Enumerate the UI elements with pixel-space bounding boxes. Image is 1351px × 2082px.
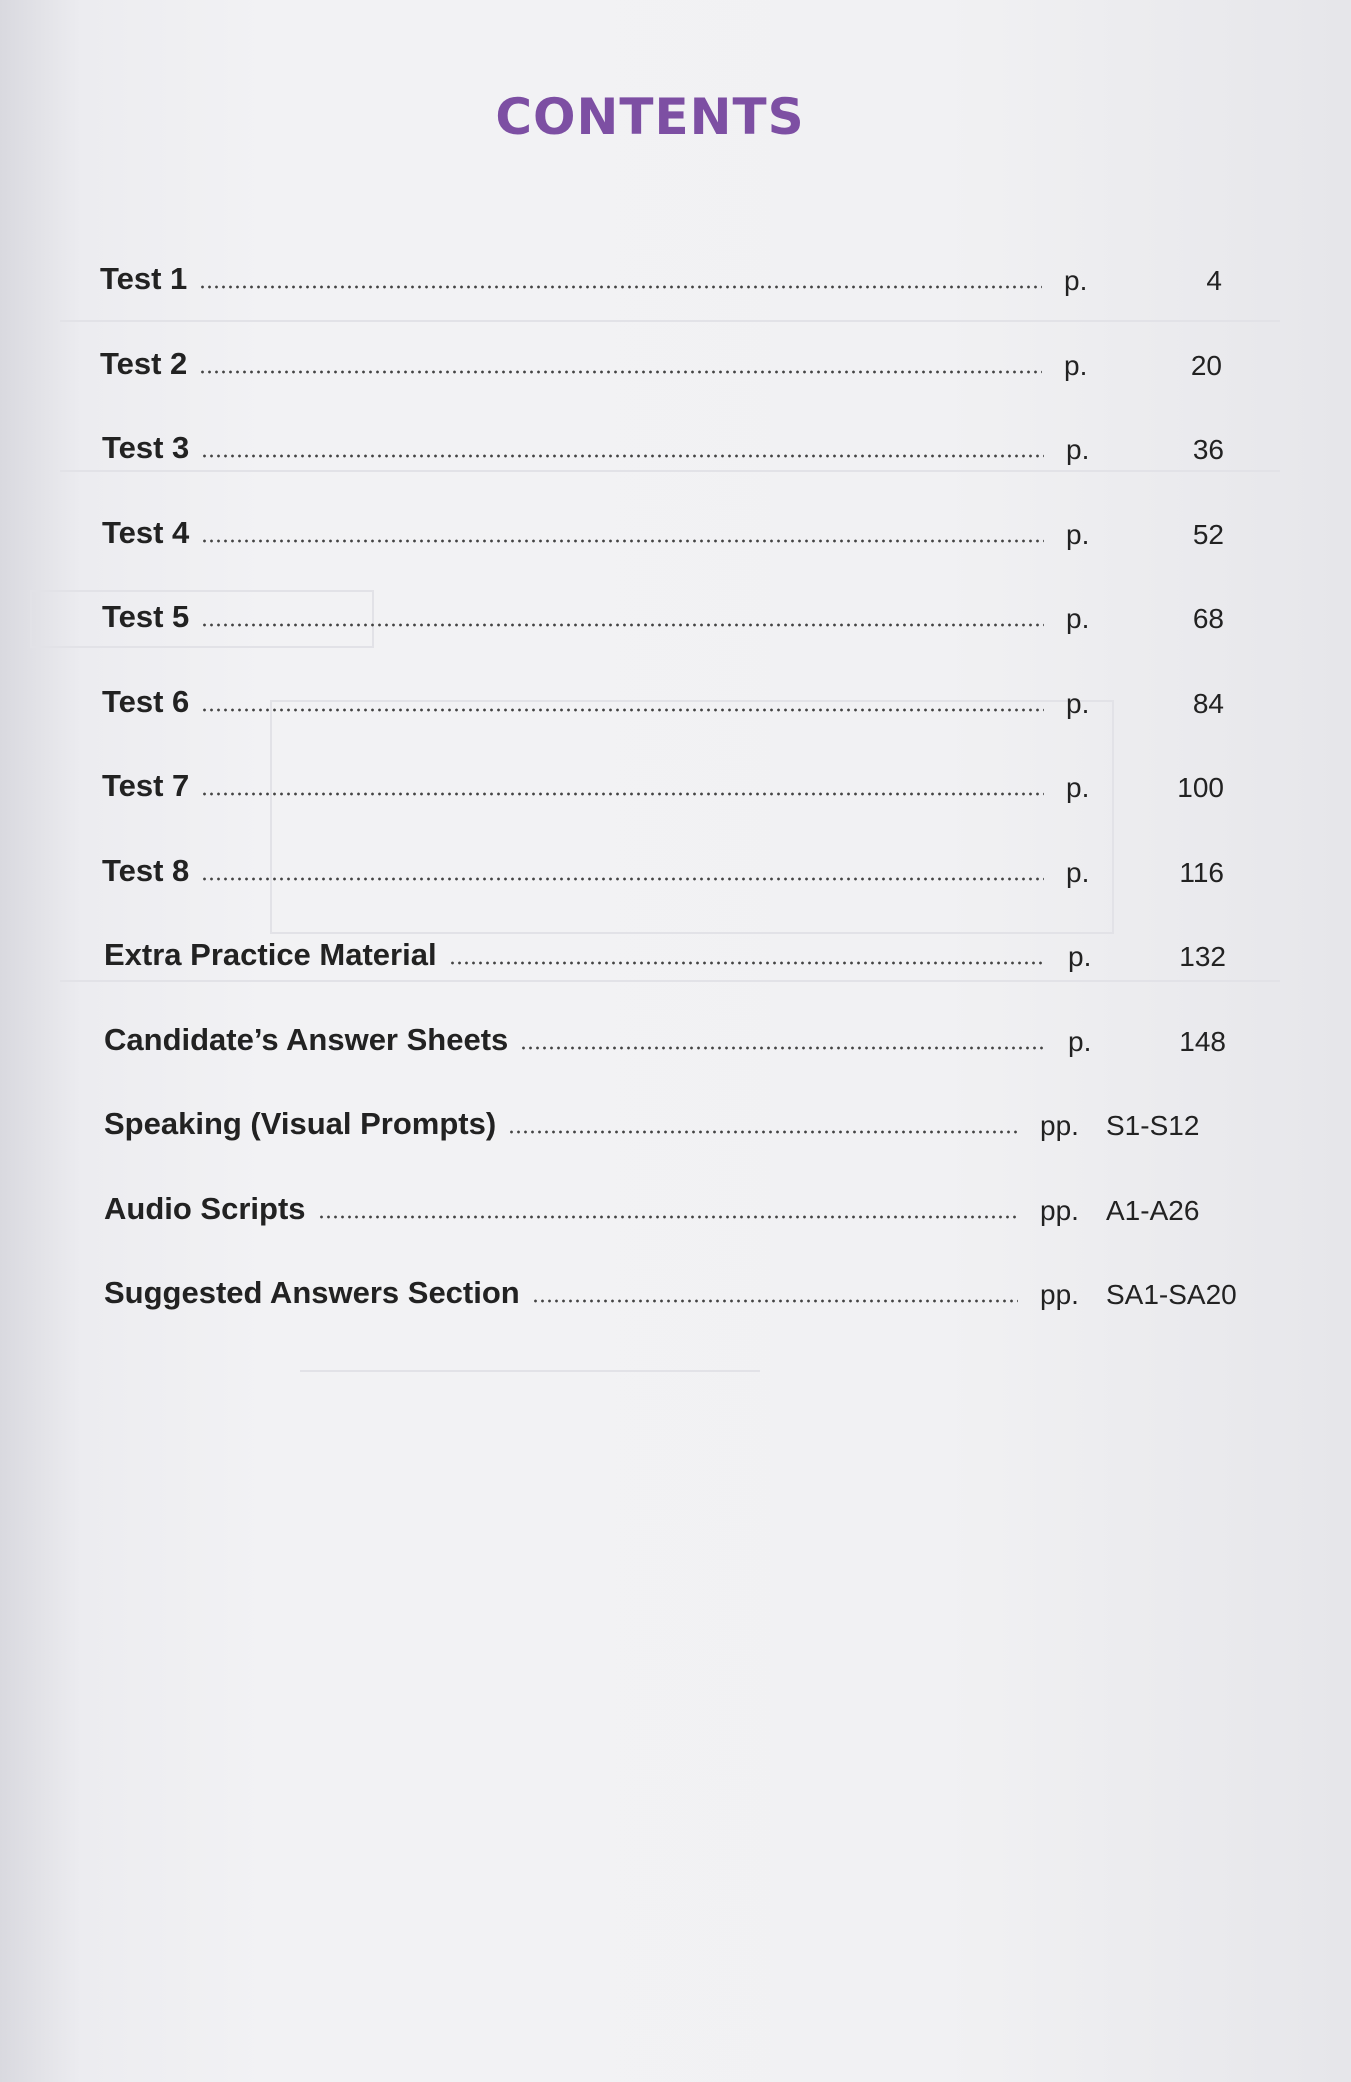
- toc-entry[interactable]: [102, 422, 1232, 466]
- page-number: 4: [1206, 265, 1222, 296]
- page-prefix: pp.: [1040, 1279, 1079, 1310]
- dot-leader: [201, 708, 1044, 712]
- toc-entry-label: Test 7: [102, 768, 190, 803]
- toc-entry-label: Speaking (Visual Prompts): [104, 1106, 497, 1141]
- dot-leader: [201, 792, 1044, 796]
- page-number: 132: [1179, 941, 1226, 972]
- page-prefix: p.: [1066, 518, 1090, 550]
- dot-leader: [201, 539, 1044, 543]
- toc-entry[interactable]: [104, 1267, 1237, 1311]
- toc-entry-label: Test 3: [102, 430, 190, 465]
- dot-leader: [201, 877, 1044, 881]
- toc-entry-label: Extra Practice Material: [104, 937, 437, 972]
- page-number: 20: [1190, 349, 1222, 381]
- page-number: 116: [1179, 856, 1224, 888]
- page-number: S1-S12: [1106, 1110, 1200, 1141]
- toc-entry-label: Audio Scripts: [104, 1190, 306, 1226]
- page-number: 148: [1179, 1025, 1226, 1057]
- toc-entry[interactable]: [104, 1183, 1234, 1227]
- toc-entry[interactable]: [102, 507, 1232, 551]
- toc-entry[interactable]: [102, 591, 1232, 635]
- toc-entry-label: Candidate’s Answer Sheets: [104, 1021, 509, 1057]
- toc-entry-label: Suggested Answers Section: [104, 1275, 520, 1310]
- dot-leader: [449, 961, 1046, 965]
- dot-leader: [199, 285, 1042, 289]
- page-prefix: p.: [1066, 772, 1090, 803]
- toc-entry[interactable]: [102, 845, 1232, 889]
- page-prefix: p.: [1066, 856, 1090, 888]
- dot-leader: [318, 1215, 1018, 1219]
- toc-entry[interactable]: [100, 338, 1230, 382]
- toc-entry-label: Test 2: [100, 345, 188, 381]
- page-number: 36: [1192, 434, 1224, 465]
- dot-leader: [520, 1046, 1046, 1050]
- toc-entry[interactable]: [104, 1098, 1234, 1142]
- toc-entry-label: Test 1: [100, 261, 188, 296]
- toc-entry[interactable]: [104, 929, 1234, 973]
- page-prefix: p.: [1068, 941, 1092, 972]
- toc-entry[interactable]: [104, 1014, 1234, 1058]
- toc-entry-label: Test 5: [102, 599, 190, 634]
- page-prefix: pp.: [1040, 1110, 1079, 1141]
- toc-entry[interactable]: [102, 760, 1232, 804]
- dot-leader: [508, 1130, 1018, 1134]
- toc-entry-label: Test 6: [102, 683, 190, 719]
- page-prefix: p.: [1064, 265, 1088, 296]
- page-prefix: p.: [1066, 603, 1090, 634]
- page-number: A1-A26: [1106, 1194, 1200, 1226]
- dot-leader: [201, 454, 1044, 458]
- page-title: CONTENTS: [495, 88, 805, 146]
- dot-leader: [532, 1299, 1018, 1303]
- page-prefix: p.: [1066, 687, 1090, 719]
- toc-entry[interactable]: [102, 676, 1232, 720]
- page-number: 52: [1192, 518, 1224, 550]
- dot-leader: [201, 623, 1044, 627]
- page-prefix: p.: [1068, 1025, 1092, 1057]
- page-prefix: p.: [1066, 434, 1090, 465]
- page-number: SA1-SA20: [1106, 1279, 1237, 1310]
- page-prefix: pp.: [1040, 1194, 1079, 1226]
- toc-entry[interactable]: [100, 253, 1230, 297]
- toc-entry-label: Test 8: [102, 852, 190, 888]
- page-number: 68: [1192, 603, 1224, 634]
- page-number: 100: [1177, 772, 1224, 803]
- toc-entry-label: Test 4: [102, 514, 190, 550]
- dot-leader: [199, 370, 1042, 374]
- page-number: 84: [1192, 687, 1224, 719]
- page-prefix: p.: [1064, 349, 1088, 381]
